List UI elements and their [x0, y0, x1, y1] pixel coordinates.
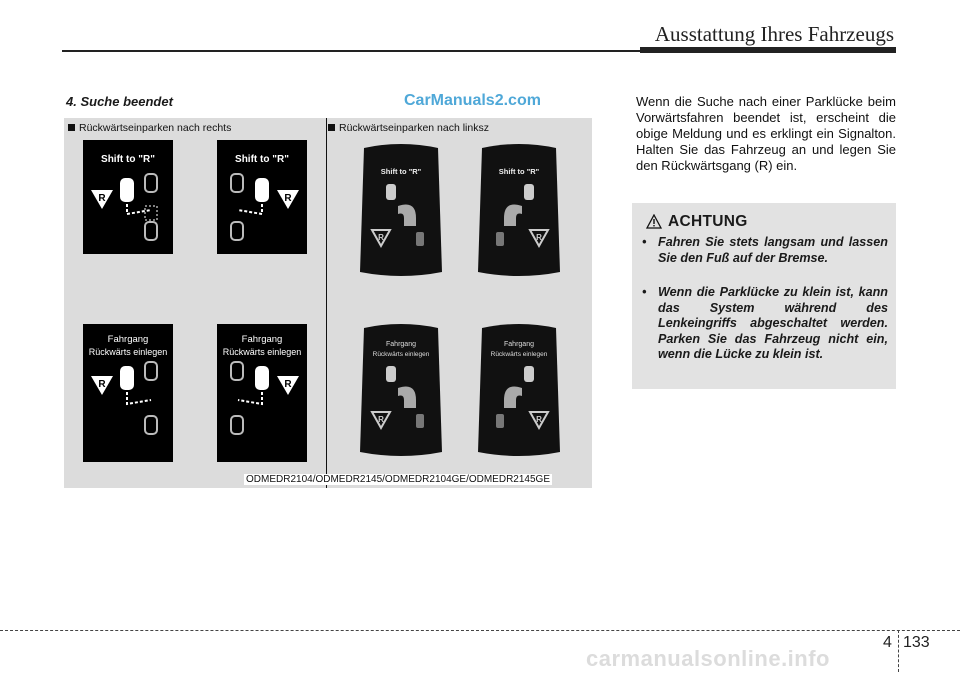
panel-shift-right	[83, 140, 173, 254]
car-icon	[255, 178, 269, 202]
watermark-top: CarManuals2.com	[404, 92, 541, 109]
car-icon	[120, 178, 134, 202]
reverse-label: R	[284, 379, 292, 390]
footer-separator	[898, 630, 899, 672]
reverse-label: R	[98, 379, 106, 390]
body-paragraph: Wenn die Suche nach einer Parklücke beim Vorwärtsfahren beendet ist, erscheint die obige Meldung und es erklingt ein Signalton. Halten Sie das Fahrzeug an und legen Sie den Rückwärtsgang (R) ein.	[636, 94, 896, 173]
panel-text: Rückwärts einlegen	[490, 351, 548, 358]
caption-right-label: Rückwärtseinparken nach rechts	[79, 122, 232, 134]
panel-text: Fahrgang	[504, 341, 534, 348]
page-number: 133	[903, 634, 930, 651]
panel-text: Shift to "R"	[235, 154, 289, 165]
caption-left-label: Rückwärtseinparken nach linksz	[339, 122, 489, 134]
panel-text: Rückwärts einlegen	[222, 347, 302, 357]
reverse-label: R	[284, 193, 292, 204]
panel-shift-left-photo-alt	[476, 140, 562, 280]
achtung-item	[642, 235, 888, 266]
caption-right	[68, 122, 231, 134]
achtung-item-text: Wenn die Parklücke zu klein ist, kann das System während des Lenkeingriffs abgeschaltet werden. Parken Sie das Fahrzeug nicht ein, wenn die Lücke zu klein ist.	[658, 285, 888, 362]
panel-text: Rückwärts einlegen	[372, 351, 430, 358]
car-icon	[120, 366, 134, 390]
header-title: Ausstattung Ihres Fahrzeugs	[654, 22, 894, 46]
bullet-icon: •	[642, 285, 647, 299]
reverse-label: R	[378, 415, 384, 424]
caption-square-icon	[328, 124, 335, 131]
footer-rule	[0, 630, 960, 631]
panel-fahrgang-right-alt	[217, 324, 307, 462]
reverse-label: R	[536, 233, 542, 242]
car-icon	[255, 366, 269, 390]
car-icon	[524, 184, 534, 200]
car-icon	[386, 184, 396, 200]
warning-triangle-icon	[646, 214, 662, 234]
reverse-label: R	[98, 193, 106, 204]
panel-text: Fahrgang	[241, 334, 283, 345]
caption-square-icon	[68, 124, 75, 131]
parked-car-icon	[496, 414, 504, 428]
panel-shift-right-alt	[217, 140, 307, 254]
parked-car-icon	[496, 232, 504, 246]
parked-car-icon	[416, 232, 424, 246]
page-chapter: 4	[883, 634, 892, 651]
figure-divider	[326, 118, 327, 488]
caption-left	[328, 122, 489, 134]
section-heading: 4. Suche beendet	[66, 94, 173, 109]
achtung-item-text: Fahren Sie stets langsam und lassen Sie den Fuß auf der Bremse.	[658, 235, 888, 265]
panel-fahrgang-left-photo	[358, 320, 444, 460]
panel-text: Fahrgang	[386, 341, 416, 348]
panel-shift-left-photo	[358, 140, 444, 280]
header-rule-accent	[640, 47, 896, 53]
achtung-item	[642, 285, 888, 363]
panel-text: Shift to "R"	[380, 167, 422, 176]
car-icon	[524, 366, 534, 382]
watermark-bottom: carmanualsonline.info	[586, 646, 830, 671]
panel-fahrgang-left-photo-alt	[476, 320, 562, 460]
achtung-box	[632, 203, 896, 389]
panel-text: Shift to "R"	[101, 154, 155, 165]
panel-text: Rückwärts einlegen	[88, 347, 168, 357]
panel-text: Fahrgang	[107, 334, 149, 345]
bullet-icon: •	[642, 235, 647, 249]
reverse-label: R	[378, 233, 384, 242]
parked-car-icon	[416, 414, 424, 428]
figure	[64, 118, 592, 488]
panel-text: Shift to "R"	[498, 167, 540, 176]
car-icon	[386, 366, 396, 382]
panel-fahrgang-right	[83, 324, 173, 462]
reverse-label: R	[536, 415, 542, 424]
achtung-title: ACHTUNG	[668, 213, 748, 230]
figure-code: ODMEDR2104/ODMEDR2145/ODMEDR2104GE/ODMEDR2145GE	[246, 474, 550, 485]
